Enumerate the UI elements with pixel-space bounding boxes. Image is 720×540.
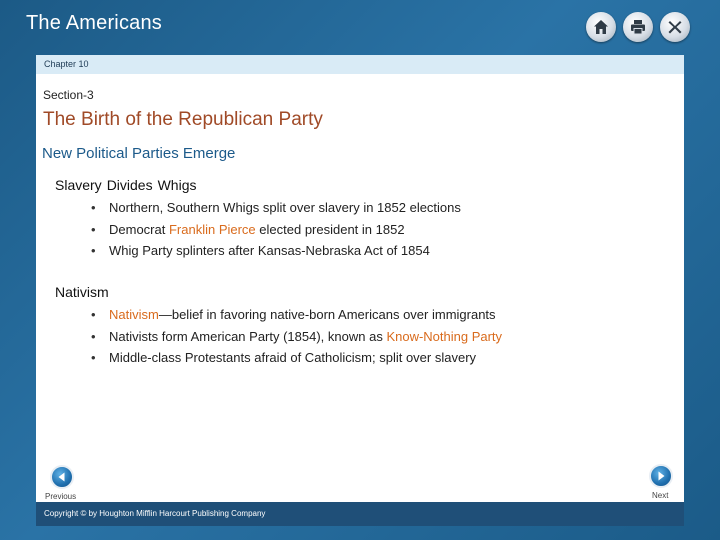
bullet-item: • Middle-class Protestants afraid of Catholicism; split over slavery xyxy=(91,347,502,369)
chapter-label: Chapter 10 xyxy=(44,59,89,69)
section-label: Section-3 xyxy=(43,88,94,102)
footer xyxy=(36,502,684,526)
page-title: The Birth of the Republican Party xyxy=(43,109,323,130)
arrow-left-icon xyxy=(56,471,68,483)
key-term[interactable]: Nativism xyxy=(109,307,159,322)
key-term[interactable]: Franklin Pierce xyxy=(168,221,256,237)
heading-word: Slavery xyxy=(55,177,102,193)
bullet-item: • Whig Party splinters after Kansas-Nebraska Act of 1854 xyxy=(91,240,461,262)
key-term[interactable]: Know-Nothing Party xyxy=(386,328,503,344)
next-button[interactable] xyxy=(649,464,673,488)
home-button[interactable] xyxy=(586,12,616,42)
home-icon xyxy=(592,18,610,36)
bullet-item: • Democrat Franklin Pierce elected president in 1852 xyxy=(91,219,461,241)
bullet-list-slavery xyxy=(91,197,461,262)
copyright-text: Copyright © by Houghton Mifflin Harcourt Publishing Company xyxy=(44,509,266,518)
heading-word: Divides xyxy=(106,177,153,193)
bullet-item: • Northern, Southern Whigs split over slavery in 1852 elections xyxy=(91,197,461,219)
slide-content xyxy=(36,74,684,502)
heading-word: Nativism xyxy=(55,284,109,300)
bullet-list-nativism xyxy=(91,304,502,369)
group-heading-nativism xyxy=(55,284,114,300)
arrow-right-icon xyxy=(655,470,667,482)
group-heading-slavery xyxy=(55,177,202,193)
bullet-item: • Nativism—belief in favoring native-born Americans over immigrants xyxy=(91,304,502,326)
close-icon xyxy=(666,18,684,36)
app-title: The Americans xyxy=(26,12,162,34)
next-label[interactable]: Next xyxy=(652,491,669,500)
page-subtitle: New Political Parties Emerge xyxy=(42,145,236,162)
previous-button[interactable] xyxy=(50,465,74,489)
heading-word: Whigs xyxy=(157,177,197,193)
print-icon xyxy=(629,18,647,36)
close-button[interactable] xyxy=(660,12,690,42)
toolbar xyxy=(586,12,690,42)
previous-label[interactable]: Previous xyxy=(45,492,77,501)
chapter-bar xyxy=(36,55,684,74)
bullet-item: • Nativists form American Party (1854), known as Know-Nothing Party xyxy=(91,326,502,348)
print-button[interactable] xyxy=(623,12,653,42)
